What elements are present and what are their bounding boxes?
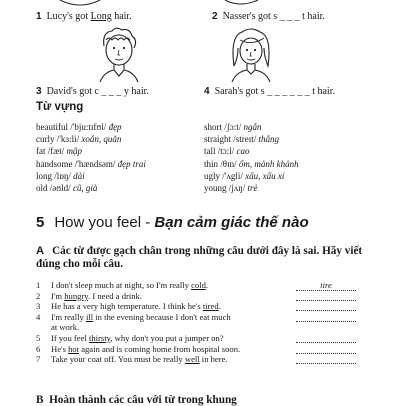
- vocab-item: ugly /'ʌgli/ xấu, xấu xí: [204, 170, 285, 181]
- exercise-item: 5 If you feel thirsty, why don't you put a jumper on?: [36, 333, 366, 344]
- nasser-hair-drawing: [225, 0, 258, 4]
- exercise-list: [36, 280, 366, 365]
- vocab-item: thin /θɪn/ ốm, mảnh khảnh: [204, 158, 299, 169]
- exercise-item: 7 Take your coat off. You must be really well in here.: [36, 354, 366, 365]
- vocab-item: fat /fæt/ mập: [36, 146, 82, 157]
- exercise-item: 6 He's hot again and is coming home from hospital soon.: [36, 344, 366, 355]
- vocab-item: young /jʌŋ/ trẻ: [204, 183, 258, 194]
- vocab-item: handsome /'hændsəm/ đẹp trai: [36, 158, 146, 169]
- vocab-item: tall /tɔ:l/ cao: [204, 146, 250, 157]
- answer-field[interactable]: [296, 354, 356, 367]
- caption-4: 4 Sarah's got s _ _ _ _ _ _ t hair.: [204, 86, 335, 97]
- answer-field[interactable]: tire: [296, 280, 356, 291]
- vocab-item: beautiful /'bju:tɪfʊl/ đẹp: [36, 122, 122, 132]
- vocab-title: Từ vựng: [36, 101, 84, 113]
- exercise-item: 4 I'm really ill in the evening because I don't eat much: [36, 312, 366, 323]
- caption-3: 3 David's got c _ _ _ y hair.: [36, 86, 149, 97]
- section-heading: 5 How you feel - Bạn cảm giác thế nào: [36, 214, 309, 231]
- vocab-item: curly /'kɜ:li/ xoắn, quăn: [36, 134, 122, 145]
- vocab-item: old /əʊld/ cũ, già: [36, 183, 98, 194]
- lucy-hair-drawing: [60, 0, 100, 5]
- vocab-item: straight /streɪt/ thẳng: [204, 134, 280, 145]
- exercise-item: 3 He has a very high temperature. I think he's tired.: [36, 301, 366, 312]
- caption-1: 1 Lucy's got Long hair.: [36, 11, 132, 22]
- vocab-item: short /ʃɔ:t/ ngắn: [204, 122, 262, 132]
- exercise-item: 1 I don't sleep much at night, so I'm really cold. tire: [36, 280, 366, 291]
- exercise-item: 2 I'm hungry. I need a drink.: [36, 291, 366, 302]
- david-drawing: [90, 26, 148, 84]
- caption-2: 2 Nasser's got s _ _ _ t hair.: [212, 11, 325, 22]
- vocab-left-column: [36, 121, 146, 194]
- part-a-instruction: A Các từ được gạch chân trong những câu dưới đây là sai. Hãy viết đúng cho mỗi câu.: [36, 245, 363, 270]
- part-b-heading: B Hoàn thành các câu với từ trong khung: [36, 394, 237, 406]
- vocab-item: long /lɒŋ/ dài: [36, 170, 85, 181]
- vocab-right-column: [204, 121, 299, 194]
- sarah-drawing: [222, 26, 280, 84]
- exercise-item-continuation: at work.: [51, 322, 80, 333]
